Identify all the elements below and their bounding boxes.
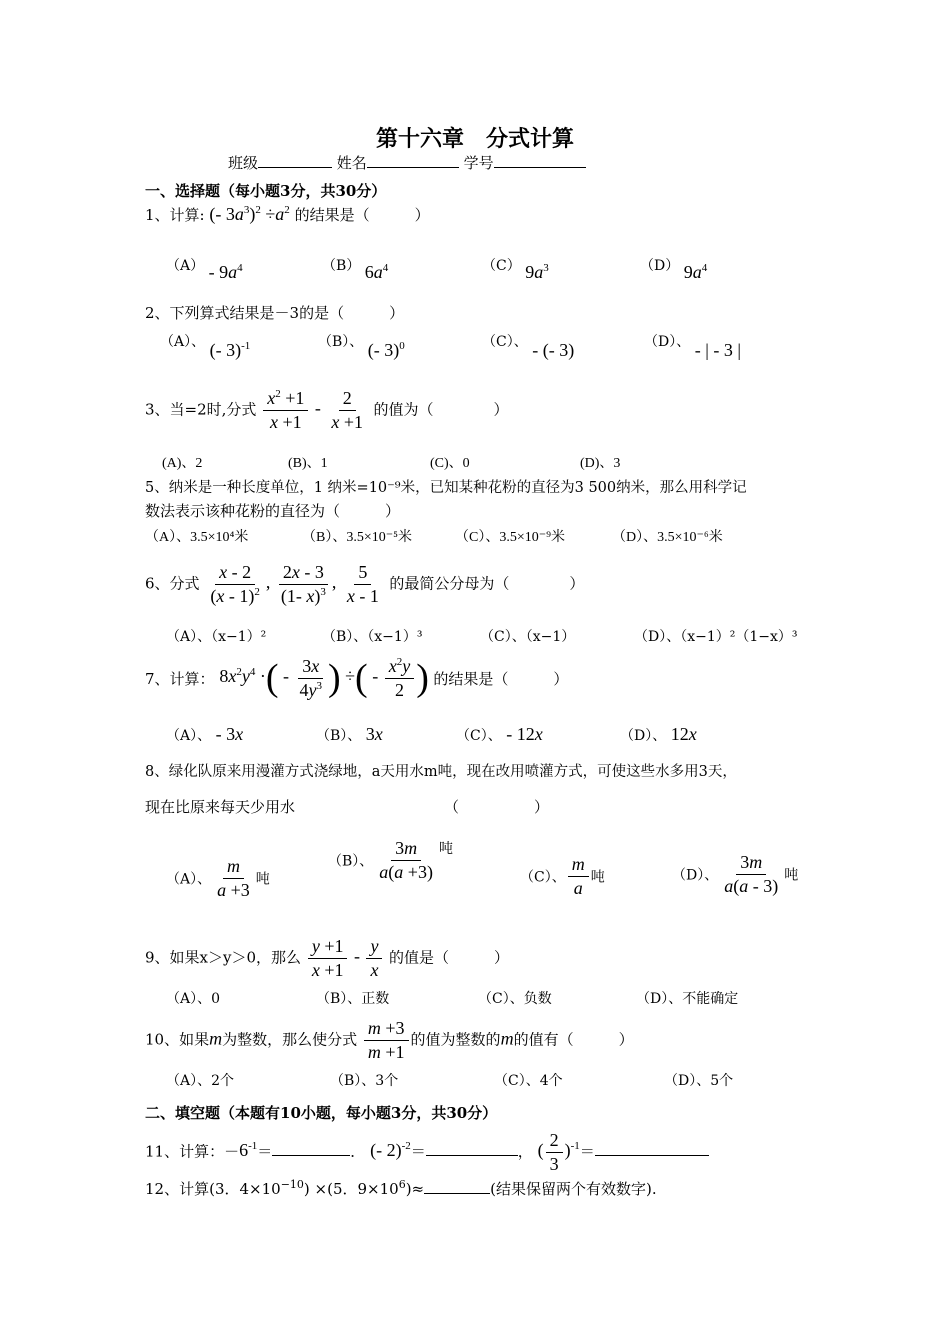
q2-option-d[interactable]: （D）、 - | - 3 |	[644, 334, 741, 360]
q6-option-a[interactable]: （A）、（x−1）²	[166, 629, 267, 645]
q5-option-b[interactable]: （B）、3.5×10⁻⁵米	[302, 530, 413, 545]
q6-option-d[interactable]: （D）、（x−1）²（1−x）³	[634, 629, 798, 645]
q9-expression: $\frac{y +1}{x +1}$ - $\frac{y}{x}$	[306, 946, 389, 966]
q11-blank-1[interactable]	[272, 1155, 350, 1156]
q5-option-a[interactable]: （A）、3.5×10⁴米	[145, 530, 249, 545]
q9-option-c[interactable]: （C）、负数	[478, 991, 552, 1007]
q11-blank-3[interactable]	[595, 1155, 709, 1156]
q7-option-a[interactable]: （A）、 - 3x	[166, 724, 244, 744]
name-label: 姓名	[336, 154, 367, 172]
student-info	[228, 152, 586, 173]
q7-expression: $8x^2y^4$ ·( - $\frac{3x}{4y^3}$ ) ÷( - $\frac{x^2y}{2}$ )	[219, 656, 429, 700]
q2-option-b[interactable]: （B）、 (- 3)$^0$	[318, 334, 405, 360]
q7: 7、计算： $8x^2y^4$ ·( - $\frac{3x}{4y^3}$ ) ÷( - $\frac{x^2y}{2}$ ) 的结果是（ ）	[145, 656, 569, 700]
q9-option-b[interactable]: （B）、正数	[316, 991, 390, 1007]
number-label: 学号	[463, 154, 494, 172]
q3-option-c[interactable]: (C)、0	[430, 456, 470, 471]
q8-line1: 8、绿化队原来用漫灌方式浇绿地，a天用水m吨，现在改用喷灌方式，可使这些水多用3天，	[145, 764, 737, 780]
q1-expression: (- $3a^3)^2 \div a^2$	[209, 204, 290, 224]
q8-option-d[interactable]: （D）、 $\frac{3m}{a(a - 3)}$ 吨	[672, 852, 799, 896]
q5-line2: 数法表示该种花粉的直径为（ ）	[145, 502, 401, 520]
q6: 6、分式 $\frac{x - 2}{(x - 1)^2}$ , $\frac{2x - 3}{(1- x)^3}$ , $\frac{5}{x - 1}$ 的最简公分母为（ ）	[145, 562, 585, 606]
page-title: 第十六章 分式计算	[375, 126, 574, 152]
q12-blank[interactable]	[424, 1193, 490, 1194]
q1-option-a[interactable]: $(A) - 9a^4$	[166, 258, 243, 282]
q3-option-d[interactable]: (D)、3	[580, 456, 621, 471]
q1-option-b[interactable]: （B） $6a^4$	[322, 258, 389, 282]
q10-expression: $\frac{m +3}{m +1}$	[362, 1028, 411, 1048]
q6-option-c[interactable]: （C）、（x−1）	[480, 629, 576, 645]
q1-option-d[interactable]: （D） $9a^4$	[640, 258, 708, 282]
section1-heading: 一、选择题（每小题3分，共30分）	[145, 182, 387, 200]
q8-option-c[interactable]: （C）、 $\frac{m}{a}$ 吨	[520, 854, 605, 898]
q8-option-b[interactable]: （B）、 $\frac{3m}{a(a +3)}$ 吨	[328, 838, 453, 882]
q2: 2、下列算式结果是－3的是（ ）	[145, 304, 405, 322]
name-blank[interactable]	[367, 167, 459, 168]
q8-line2: 现在比原来每天少用水	[145, 798, 296, 816]
class-label: 班级	[228, 154, 259, 172]
q5-option-d[interactable]: （D）、3.5×10⁻⁶米	[612, 530, 723, 545]
q9-option-a[interactable]: （A）、0	[166, 991, 221, 1007]
q6-option-b[interactable]: （B）、（x−1）³	[322, 629, 423, 645]
q2-option-a[interactable]: （A）、 (- 3)$^{-1}$	[160, 334, 251, 360]
q10-option-a[interactable]: （A）、2个	[166, 1073, 235, 1089]
q8-paren: （ ）	[444, 798, 550, 816]
q9-option-d[interactable]: （D）、不能确定	[636, 991, 739, 1007]
number-blank[interactable]	[494, 167, 586, 168]
q10-option-d[interactable]: （D）、5个	[664, 1073, 734, 1089]
q5-line1: 5、纳米是一种长度单位，1 纳米=10⁻⁹米，已知某种花粉的直径为3 500纳米，那么用科学记	[145, 480, 747, 496]
q7-option-b[interactable]: （B）、 3x	[316, 724, 383, 744]
q2-option-c[interactable]: （C）、 - (- 3)	[482, 334, 575, 360]
q11-blank-2[interactable]	[426, 1155, 518, 1156]
class-blank[interactable]	[258, 167, 332, 168]
q11: 11、计算：$-6^{-1}=$ ． (- 2)$^{-2}$＝ ， ( $\frac{2}{3}$ )$^{-1}$＝	[145, 1130, 709, 1174]
q1-option-c[interactable]: （C） $9a^3$	[482, 258, 549, 282]
q3-option-b[interactable]: (B)、1	[288, 456, 328, 471]
q8-option-a[interactable]: （A）、 $\frac{m}{a +3}$ 吨	[166, 856, 270, 900]
q6-expression: $\frac{x - 2}{(x - 1)^2}$ , $\frac{2x - 3}{(1- x)^3}$ , $\frac{5}{x - 1}$	[210, 562, 379, 606]
q3-option-a[interactable]: (A)、2	[162, 456, 203, 471]
q7-option-d[interactable]: （D）、 12x	[620, 724, 697, 744]
q5-option-c[interactable]: （C）、3.5×10⁻⁹米	[455, 530, 566, 545]
q10-option-c[interactable]: （C）、4个	[494, 1073, 563, 1089]
q12: 12、计算(3．$4\times 10^{-10}) \times(5$．$9\times 10^6)\approx$ (结果保留两个有效数字).	[145, 1178, 657, 1198]
q10-option-b[interactable]: （B）、3个	[330, 1073, 399, 1089]
q9: 9、如果x＞y＞0，那么 $\frac{y +1}{x +1}$ - $\frac{y}{x}$ 的值是（ ）	[145, 936, 509, 980]
q3: 3、当=2时,分式 $\frac{x^2 +1}{x +1}$ - $\frac{2}{x +1}$ 的值为（ ）	[145, 388, 509, 432]
q7-option-c[interactable]: （C）、 - 12x	[456, 724, 543, 744]
q3-expression: $\frac{x^2 +1}{x +1}$ - $\frac{2}{x +1}$	[261, 398, 373, 418]
q1: 1、计算: (- $3a^3)^2 \div a^2$ 的结果是（ ）	[145, 204, 430, 224]
section2-heading: 二、填空题（本题有10小题，每小题3分，共30分）	[145, 1104, 498, 1122]
q10: 10、如果m为整数，那么使分式 $\frac{m +3}{m +1}$ 的值为整数的m的值有（ ）	[145, 1018, 634, 1062]
